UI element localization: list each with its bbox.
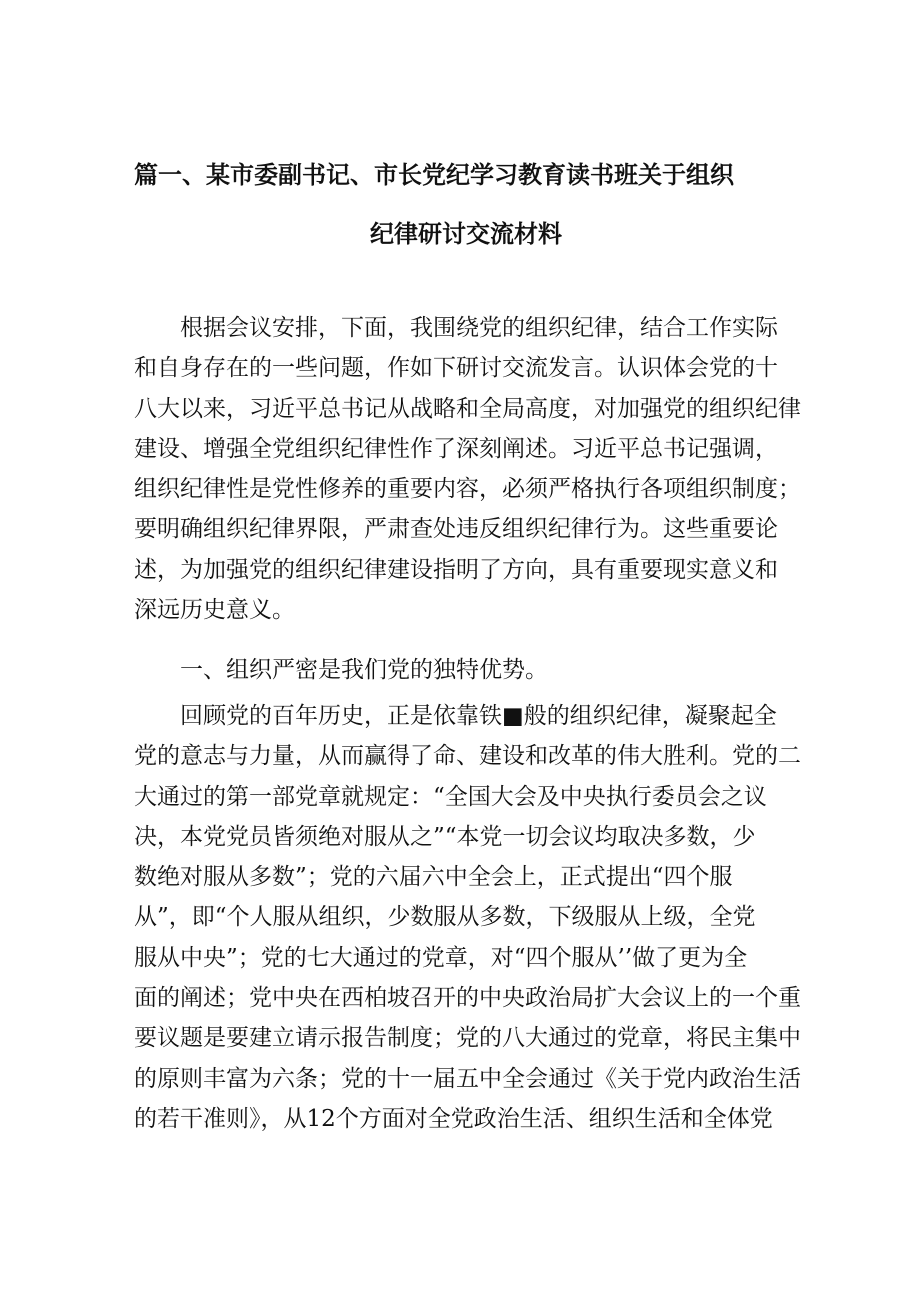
text-line: 的若干准则》，从12个方面对全党政治生活、组织生活和全体党 bbox=[134, 1105, 773, 1132]
text-line: 从”，即“个人服从组织，少数服从多数，下级服从上级，全党 bbox=[134, 904, 756, 931]
text-line: 数绝对服从多数”；党的六届六中全会上，正式提出“四个服 bbox=[134, 864, 733, 891]
text-line: 党的意志与力量，从而赢得了命、建设和改革的伟大胜利。党的二 bbox=[134, 743, 801, 770]
text-line: 要议题是要建立请示报告制度；党的八大通过的党章，将民主集中 bbox=[134, 1025, 801, 1052]
text-line: 和自身存在的一些问题，作如下研讨交流发言。认识体会党的十 bbox=[134, 355, 778, 382]
text-line: 回顾党的百年历史，正是依靠铁■般的组织纪律，凝聚起全 bbox=[180, 703, 777, 729]
text-line: 面的阐述；党中央在西柏坡召开的中央政治局扩大会议上的一个重 bbox=[134, 985, 801, 1012]
text-line: 八大以来，习近平总书记从战略和全局高度，对加强党的组织纪律 bbox=[134, 395, 801, 422]
paragraph-history bbox=[134, 696, 801, 1139]
text-line: 述，为加强党的组织纪律建设指明了方向，具有重要现实意义和 bbox=[134, 556, 778, 583]
document-title-line-1: 篇一、某市委副书记、市长党纪学习教育读书班关于组织 bbox=[134, 161, 734, 189]
text-line: 服从中央”；党的七大通过的党章，对“四个服从’’做了更为全 bbox=[134, 944, 748, 971]
text-line: 决，本党党员皆须绝对服从之”“本党一切会议均取决多数，少 bbox=[134, 823, 756, 850]
text-line: 建设、增强全党组织纪律性作了深刻阐述。习近平总书记强调， bbox=[134, 435, 778, 462]
section-heading-1 bbox=[134, 650, 784, 690]
paragraph-intro bbox=[134, 308, 801, 630]
text-line: 组织纪律性是党性修养的重要内容，必须严格执行各项组织制度； bbox=[134, 476, 801, 503]
text-line: 根据会议安排，下面，我围绕党的组织纪律，结合工作实际 bbox=[180, 315, 778, 341]
document-title-line-2: 纪律研讨交流材料 bbox=[370, 220, 562, 248]
text-line: 的原则丰富为六条；党的十一届五中全会通过《关于党内政治生活 bbox=[134, 1065, 801, 1092]
section-heading-text: 一、组织严密是我们党的独特优势。 bbox=[180, 657, 548, 683]
text-line: 要明确组织纪律界限，严肃查处违反组织纪律行为。这些重要论 bbox=[134, 516, 778, 543]
text-line: 大通过的第一部党章就规定：“全国大会及中央执行委员会之议 bbox=[134, 783, 767, 810]
text-line: 深远历史意义。 bbox=[134, 597, 295, 624]
